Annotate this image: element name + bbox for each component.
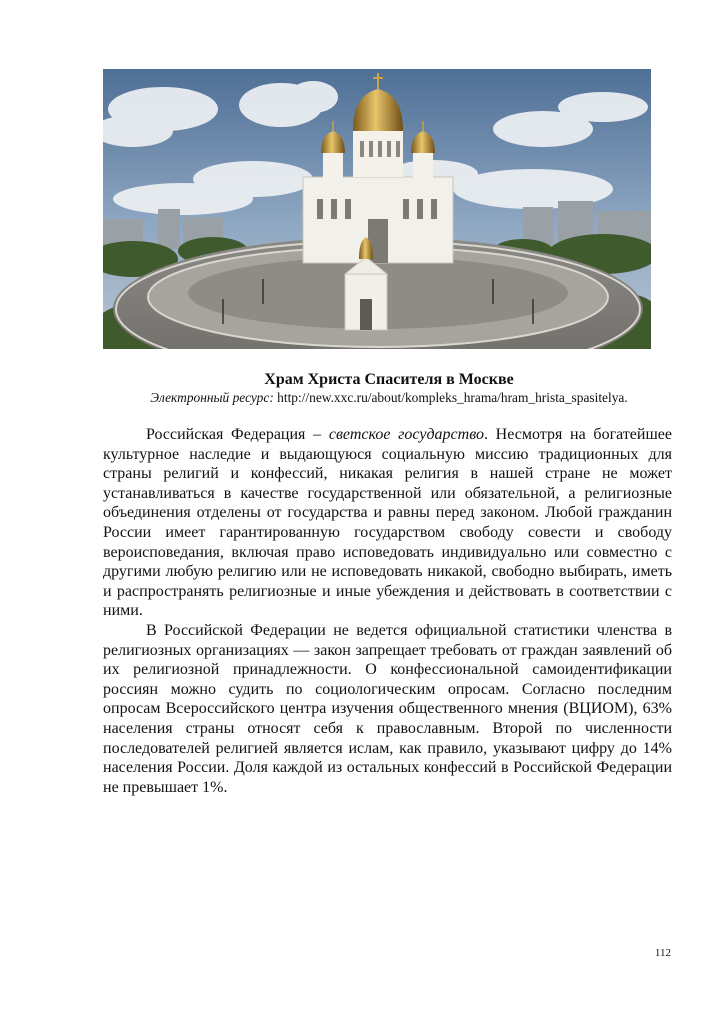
body-text <box>103 425 672 797</box>
figure-caption-title: Храм Христа Спасителя в Москве <box>264 371 514 388</box>
paragraph-1-emphasis: светское государство <box>328 426 484 443</box>
paragraph-2: В Российской Федерации не ведется официальной статистики членства в религиозных организациях — закон запрещает требовать от граждан заявлений об их религиозной принадлежности. О конфессиональной самоидентификации россиян можно судить по социологическим опросам. Согласно последним опросам Всероссийского центра изучения общественного мнения (ВЦИОМ), 63% населения страны относят себя к православным. Второй по численности последователей религией является ислам, как правило, указывают цифру до 14% населения России. Доля каждой из остальных конфессий в Российской Федерации не превышает 1%. <box>103 621 672 796</box>
paragraph-1-lead: Российская Федерация – <box>146 426 329 443</box>
figure-source-url[interactable]: http://new.xxc.ru/about/kompleks_hrama/hram_hrista_spasitelya. <box>277 390 628 405</box>
figure-source-label: Электронный ресурс: <box>150 390 274 405</box>
paragraph-1-rest: . Несмотря на богатейшее культурное наследие и выдающуюся социальную миссию традиционных для страны религий и конфессий, никакая религия в нашей стране не может устанавливаться в качестве государственной или обязательной, а религиозные объединения отделены от государства и равны перед законом. Любой гражданин России имеет гарантированную государством свободу совести и свободу вероисповедания, включая право исповедовать индивидуально или совместно с другими любую религию или не исповедовать никакой, свободно выбирать, иметь и распространять религиозные и иные убеждения и действовать в соответствии с ними. <box>103 426 672 620</box>
cathedral-photo <box>103 69 651 349</box>
figure-source <box>103 389 675 407</box>
page-number: 112 <box>654 947 671 959</box>
paragraph-1 <box>103 425 672 621</box>
